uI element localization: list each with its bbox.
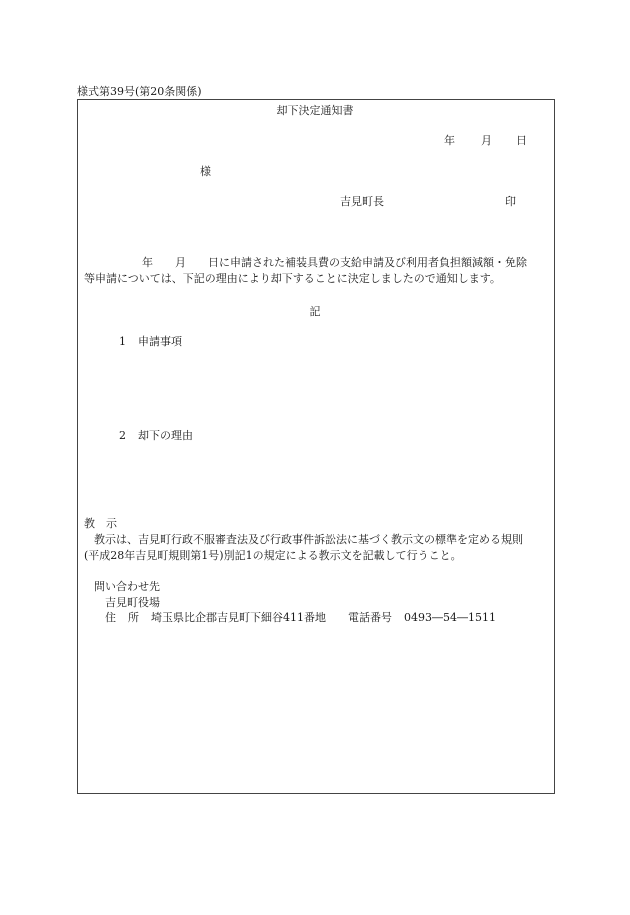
item-number: 1 <box>119 335 126 348</box>
office-name: 吉見町役場 <box>105 596 160 609</box>
kyoji-heading-char-2: 示 <box>106 517 117 530</box>
issuer-name: 吉見町長 <box>340 195 384 208</box>
address-label-char-2: 所 <box>128 611 139 624</box>
date-day-label: 日 <box>516 134 527 147</box>
date-year-label: 年 <box>444 134 455 147</box>
seal-mark: 印 <box>505 195 516 208</box>
body-line-1-text: 日に申請された補装具費の支給申請及び利用者負担額減額・免除 <box>208 256 527 269</box>
phone-value: 0493―54―1511 <box>404 611 496 624</box>
address-label-char-1: 住 <box>105 611 116 624</box>
kyoji-heading <box>84 518 117 529</box>
kyoji-line-1: 教示は、吉見町行政不服審査法及び行政事件訴訟法に基づく教示文の標準を定める規則 <box>94 533 523 546</box>
item-rejection-reason <box>119 430 193 441</box>
body-line-2: 等申請については、下記の理由により却下することに決定しましたので通知します。 <box>84 272 501 285</box>
phone-label: 電話番号 <box>348 611 392 624</box>
item-label: 却下の理由 <box>138 429 193 442</box>
item-number: 2 <box>119 429 126 442</box>
document-frame <box>77 99 555 794</box>
ki-heading: 記 <box>309 305 321 318</box>
item-application-matter <box>119 336 182 347</box>
kyoji-heading-char-1: 教 <box>84 517 95 530</box>
form-number: 様式第39号(第20条関係) <box>77 85 202 98</box>
contact-heading: 問い合わせ先 <box>94 580 160 593</box>
date-month-label: 月 <box>481 134 492 147</box>
addressee-suffix: 様 <box>200 165 211 178</box>
contact-address-line <box>105 612 496 623</box>
item-label: 申請事項 <box>138 335 182 348</box>
address-value: 埼玉県比企郡吉見町下細谷411番地 <box>151 611 326 624</box>
body-line-1 <box>84 257 527 268</box>
kyoji-line-2: (平成28年吉見町規則第1号)別記1の規定による教示文を記載して行うこと。 <box>84 549 462 562</box>
body-month-label: 月 <box>175 256 186 269</box>
body-year-label: 年 <box>142 256 153 269</box>
document-title: 却下決定通知書 <box>276 104 354 117</box>
